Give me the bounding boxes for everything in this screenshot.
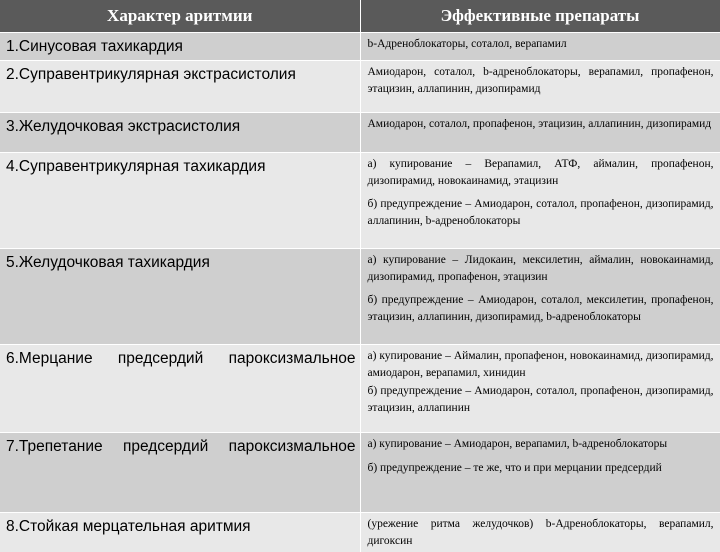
arrhythmia-name: 7.Трепетание предсердий пароксизмальное — [0, 433, 360, 513]
drugs-cell — [360, 33, 720, 61]
table-header-row — [0, 0, 720, 33]
drugs-text: (урежение ритма желудочков) b-Адреноблокаторы, верапамил, дигоксин — [368, 516, 714, 549]
drugs-text-stop: а) купирование – Амиодарон, верапамил, b-адреноблокаторы — [368, 436, 714, 453]
drugs-text-prevent: б) предупреждение – Амиодарон, соталол, пропафенон, дизопирамид, аллапинин, b-адреноблокаторы — [368, 196, 714, 229]
drugs-text-stop: а) купирование – Верапамил, АТФ, аймалин, пропафенон, дизопирамид, новокаинамид, этацизин — [368, 156, 714, 189]
table-row — [0, 33, 720, 61]
drugs-text: Амиодарон, соталол, пропафенон, этацизин, аллапинин, дизопирамид — [368, 116, 714, 133]
table-row — [0, 433, 720, 513]
header-arrhythmia-type: Характер аритмии — [0, 0, 360, 33]
drugs-cell — [360, 249, 720, 345]
arrhythmia-name: 6.Мерцание предсердий пароксизмальное — [0, 345, 360, 433]
drugs-cell — [360, 61, 720, 113]
table-row — [0, 513, 720, 552]
drugs-cell — [360, 113, 720, 153]
table-row — [0, 61, 720, 113]
header-effective-drugs: Эффективные препараты — [360, 0, 720, 33]
table-row — [0, 113, 720, 153]
arrhythmia-name: 3.Желудочковая экстрасистолия — [0, 113, 360, 153]
drugs-text-stop: а) купирование – Лидокаин, мексилетин, аймалин, новокаинамид, дизопирамид, пропафенон, этацизин — [368, 252, 714, 285]
drugs-text-stop: а) купирование – Аймалин, пропафенон, новокаинамид, дизопирамид, амиодарон, верапамил, хинидин — [368, 348, 714, 381]
drugs-cell — [360, 345, 720, 433]
drugs-text: Амиодарон, соталол, b-адреноблокаторы, верапамил, пропафенон, этацизин, аллапинин, дизопирамид — [368, 64, 714, 97]
arrhythmia-name: 2.Суправентрикулярная экстрасистолия — [0, 61, 360, 113]
drugs-cell — [360, 433, 720, 513]
arrhythmia-name: 4.Суправентрикулярная тахикардия — [0, 153, 360, 249]
table-row — [0, 153, 720, 249]
arrhythmia-name: 5.Желудочковая тахикардия — [0, 249, 360, 345]
drugs-cell — [360, 513, 720, 552]
drugs-text-prevent: б) предупреждение – те же, что и при мерцании предсердий — [368, 460, 714, 477]
table-row — [0, 249, 720, 345]
arrhythmia-name: 1.Синусовая тахикардия — [0, 33, 360, 61]
drugs-text-prevent: б) предупреждение – Амиодарон, соталол, мексилетин, пропафенон, этацизин, аллапинин, дизопирамид, b-адреноблокаторы — [368, 292, 714, 325]
drugs-text-prevent: б) предупреждение – Амиодарон, соталол, пропафенон, дизопирамид, этацизин, аллапинин — [368, 383, 714, 416]
drugs-text: b-Адреноблокаторы, соталол, верапамил — [368, 36, 714, 53]
table-row — [0, 345, 720, 433]
arrhythmia-name: 8.Стойкая мерцательная аритмия — [0, 513, 360, 552]
drugs-cell — [360, 153, 720, 249]
